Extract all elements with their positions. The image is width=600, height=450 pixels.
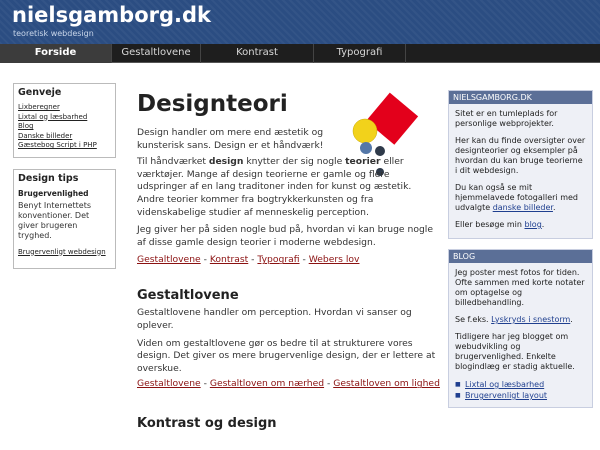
link-gestalt-naerhed[interactable]: Gestaltloven om nærhed (209, 378, 325, 390)
right-sidebar (448, 90, 593, 408)
bold-design: design (208, 156, 244, 168)
intro-paragraph: Design handler om mere end æstetik og kunsterisk sans. Design er et håndværk! (137, 127, 324, 151)
about-box (448, 90, 593, 239)
theory-paragraph: Til håndværket design knytter der sig nogle teorier eller værktøjer. Mange af design teorierne er gamle og flere udspringer af en lang traditoner inden for kunst og æstetik. Andre teorier kommer fra bogtrykkerkunsten og fra videnskabelige studier af menneskelig perception. (137, 156, 412, 218)
usage-paragraph: Jeg giver her på siden nogle bud på, hvordan vi kan bruge nogle af disse gamle design teorier i moderne webdesign. (137, 224, 433, 248)
main-nav (0, 44, 600, 63)
blog-link[interactable]: blog (524, 220, 542, 229)
list-item (455, 379, 586, 390)
list-item (455, 390, 586, 401)
shortcuts-box (13, 83, 116, 158)
about-text-1: Sitet er en tumleplads for personlige webprojekter. (455, 109, 558, 128)
design-tips-text: Benyt Internettets konventioner. Det giver brugeren tryghed. (18, 200, 92, 240)
blog-box (448, 249, 593, 408)
about-text-4: Eller besøge min blog. (455, 220, 545, 229)
about-text-3: Du kan også se mit hjemmelavede fotogalleri med udvalgte danske billeder. (455, 183, 578, 212)
design-tips-box (13, 169, 116, 269)
about-text-2: Her kan du finde oversigter over designteorier og eksempler på hvordan du kan bruge teorierne i dit webdesign. (455, 136, 586, 175)
left-sidebar (13, 83, 116, 269)
blog-text-2: Se f.eks. Lyskryds i snestorm. (455, 315, 573, 324)
main-content (137, 90, 440, 433)
shortcut-link-lixberegner[interactable]: Lixberegner (18, 103, 60, 111)
blog-text-3: Tidligere har jeg blogget om webudvikling og brugervenlighed. Enkelte blogindlæg er stadig aktuelle. (455, 332, 575, 371)
site-title[interactable]: nielsgamborg.dk (12, 3, 211, 27)
blog-post-layout-link[interactable]: Brugervenligt layout (465, 391, 548, 400)
blog-post-lixtal-link[interactable]: Lixtal og læsbarhed (465, 380, 545, 389)
gestalt-paragraph-1: Gestaltlovene handler om perception. Hvordan vi sanser og oplever. (137, 307, 412, 331)
blog-text-1: Jeg poster mest fotos for tiden. Ofte sammen med korte notater om optagelse og billedbehandling. (455, 268, 585, 307)
shortcut-link-lixtal[interactable]: Lixtal og læsbarhed (18, 112, 88, 121)
danske-billeder-link[interactable]: danske billeder (492, 203, 553, 212)
page-title: Designteori (137, 91, 288, 117)
about-box-title: NIELSGAMBORG.DK (449, 91, 592, 104)
link-gestaltlovene-2[interactable]: Gestaltlovene (137, 378, 201, 390)
design-tips-subtitle: Brugervenlighed (18, 188, 89, 198)
nav-gestaltlovene[interactable]: Gestaltlovene (112, 44, 201, 63)
nav-kontrast[interactable]: Kontrast (201, 44, 314, 63)
design-tips-link[interactable]: Brugervenligt webdesign (18, 247, 106, 256)
site-header (0, 0, 600, 44)
blog-box-title: BLOG (449, 250, 592, 263)
shortcut-link-gaestebog[interactable]: Gæstebog Script i PHP (18, 141, 97, 149)
nav-forside[interactable]: Forside (0, 44, 112, 63)
link-typografi[interactable]: Typografi (257, 254, 300, 266)
design-tips-title: Design tips (18, 172, 79, 184)
blog-post-list (455, 379, 586, 401)
link-gestalt-lighed[interactable]: Gestaltloven om lighed (333, 378, 440, 390)
lyskryds-link[interactable]: Lyskryds i snestorm (491, 315, 571, 324)
gestalt-heading: Gestaltlovene (137, 288, 239, 304)
theory-links: Gestaltlovene - Kontrast - Typografi - Webers lov (137, 254, 360, 266)
nav-typografi[interactable]: Typografi (314, 44, 406, 63)
shortcut-link-blog[interactable]: Blog (18, 122, 34, 130)
kontrast-heading: Kontrast og design (137, 416, 277, 432)
shortcut-link-danske-billeder[interactable]: Danske billeder (18, 131, 73, 140)
shortcuts-title: Genveje (18, 87, 62, 98)
bold-teorier: teorier (345, 156, 381, 168)
gestalt-links: Gestaltlovene - Gestaltloven om nærhed - Gestaltloven om lighed (137, 378, 440, 390)
link-gestaltlovene[interactable]: Gestaltlovene (137, 254, 201, 266)
link-kontrast[interactable]: Kontrast (209, 254, 249, 266)
gestalt-paragraph-2: Viden om gestaltlovene gør os bedre til at strukturere vores design. Det giver os mere brugervenlige design, der er lettere at overskue. (137, 337, 436, 374)
link-webers-lov[interactable]: Webers lov (308, 254, 360, 266)
site-subtitle: teoretisk webdesign (13, 29, 94, 38)
